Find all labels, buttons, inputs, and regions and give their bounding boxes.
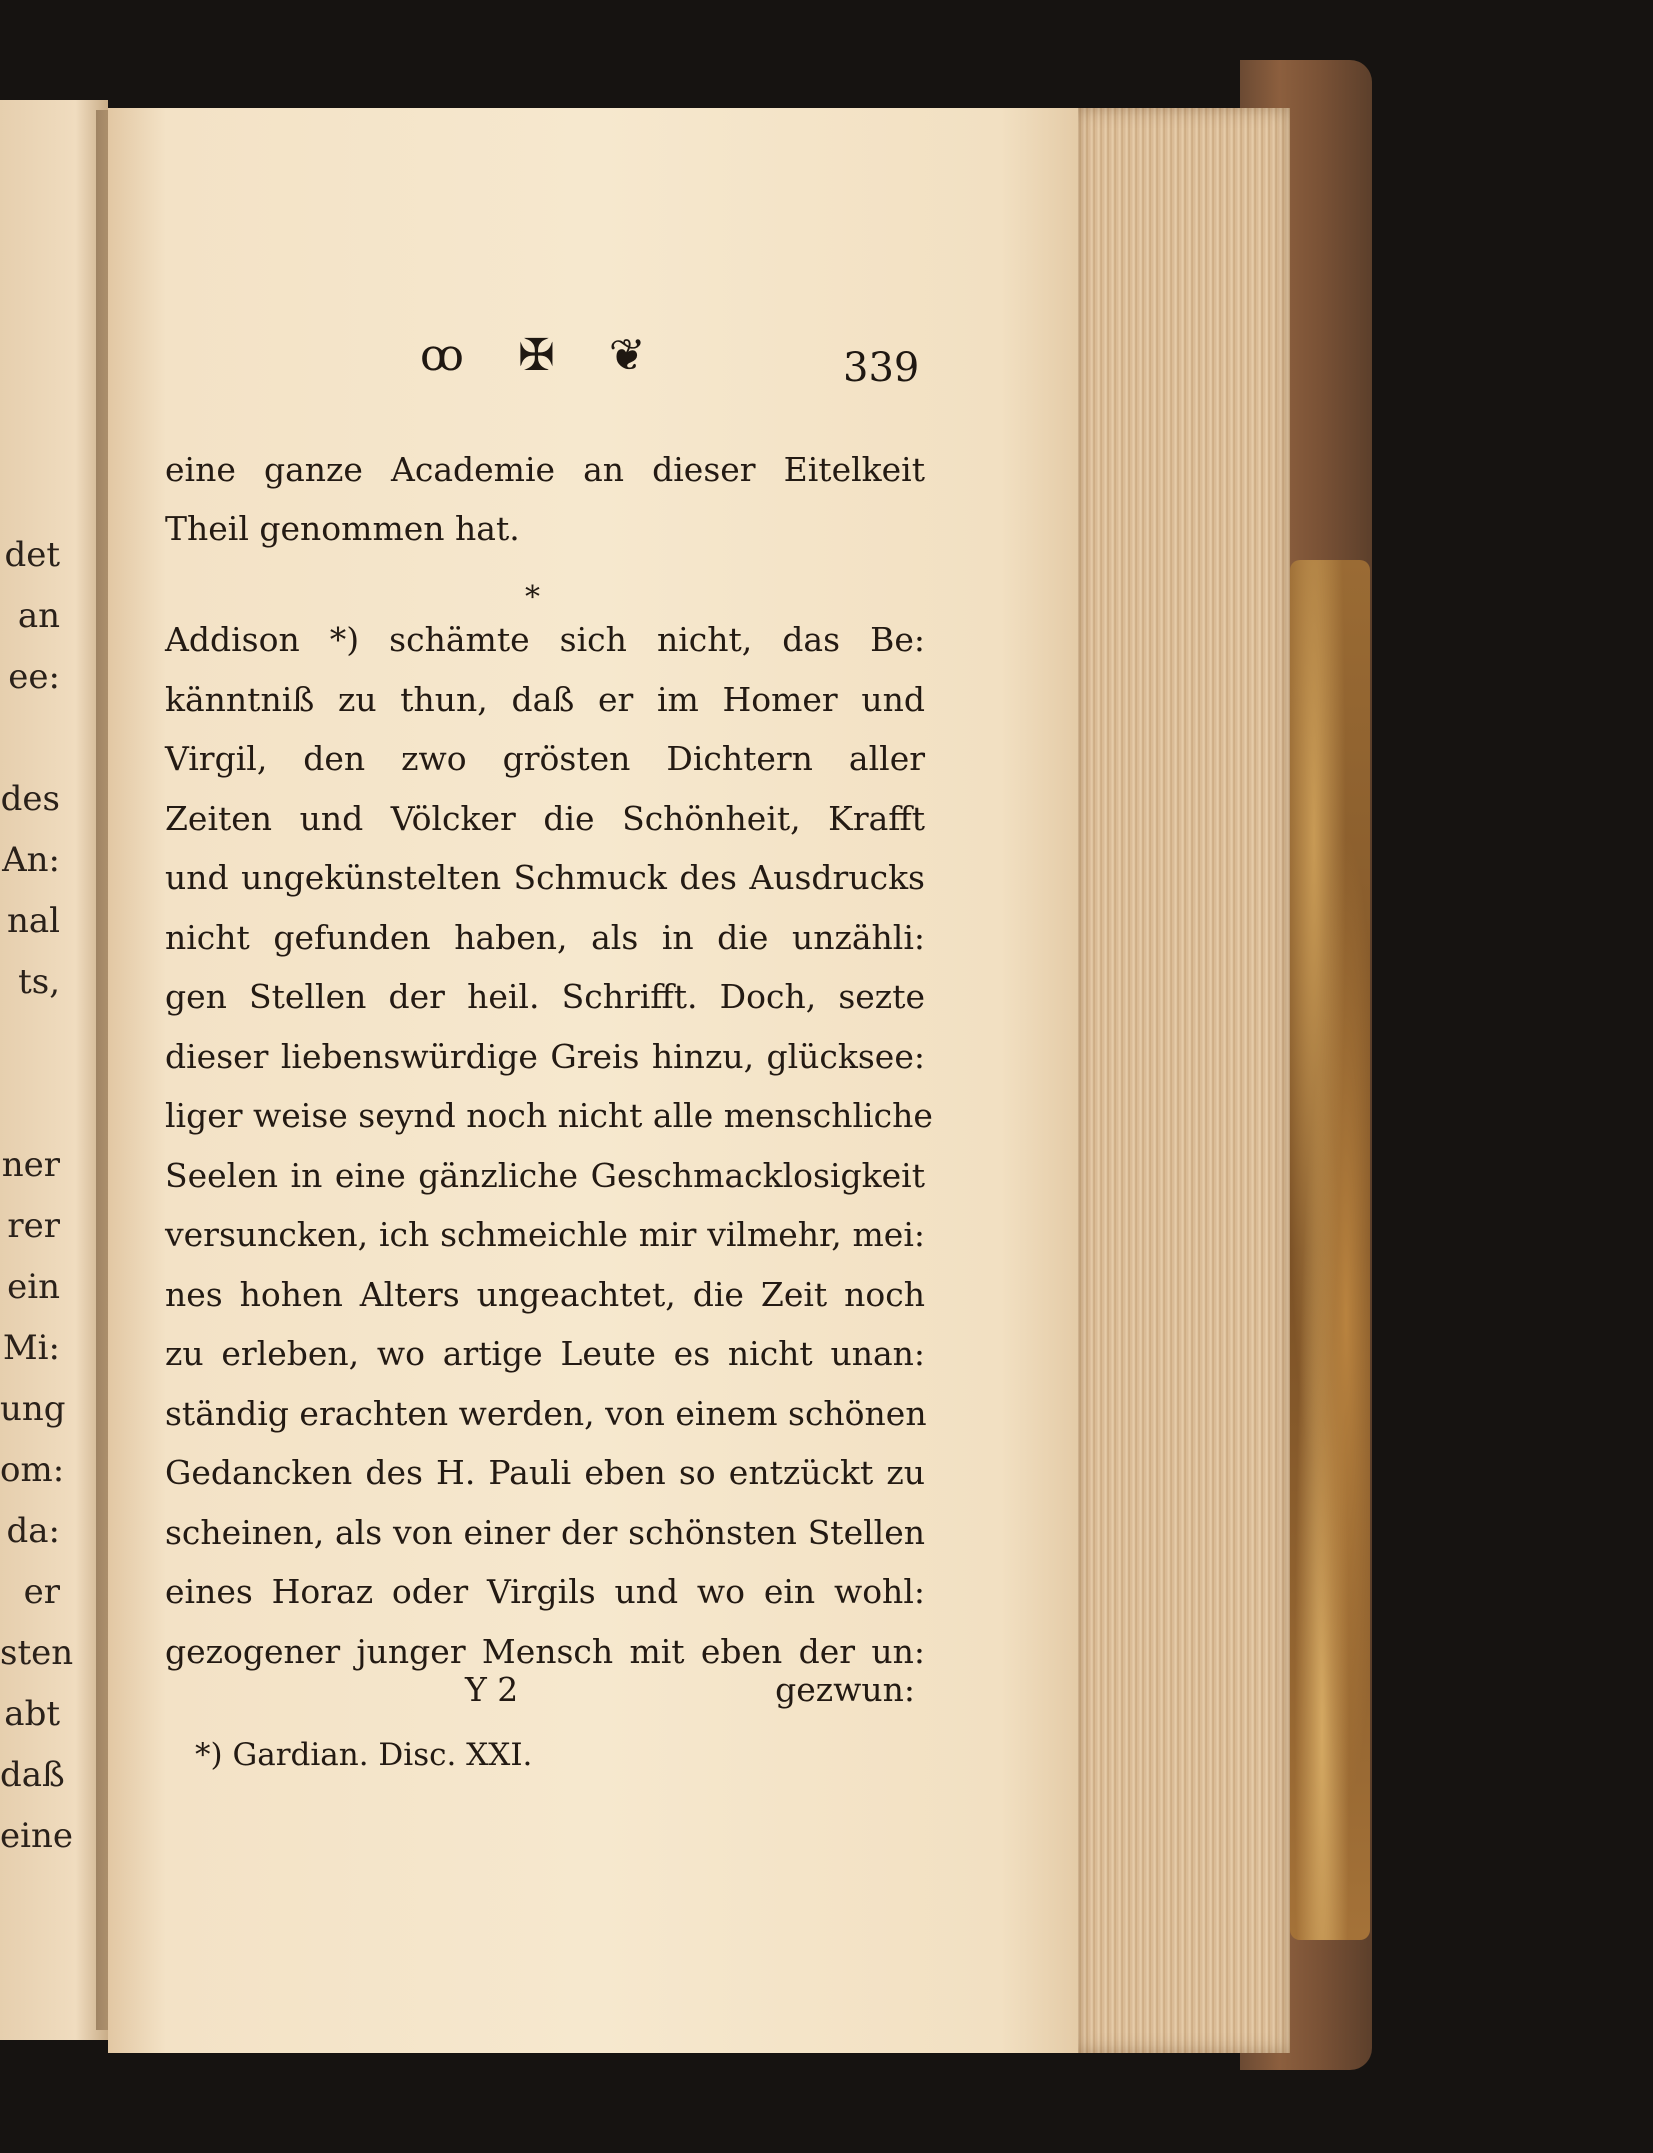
text-line: eine ganze Academie an dieser Eitelkeit bbox=[165, 450, 925, 489]
left-page-fragment bbox=[0, 708, 60, 769]
text-line: gezogener junger Mensch mit eben der un: bbox=[165, 1631, 925, 1671]
paragraph-1 bbox=[165, 440, 925, 558]
text-line: känntniß zu thun, daß er im Homer und bbox=[165, 679, 925, 719]
left-page-fragment bbox=[0, 1013, 60, 1074]
page-stack-edge bbox=[1075, 108, 1290, 2053]
left-page-fragment: eine bbox=[0, 1816, 74, 1856]
left-page-text-fragments bbox=[0, 525, 74, 1867]
left-page-fragment: ts, bbox=[18, 962, 60, 1002]
text-line: liger weise seynd noch nicht alle menschliche bbox=[165, 1096, 933, 1135]
text-line: scheinen, als von einer der schönsten Stellen bbox=[165, 1512, 925, 1552]
text-line: nicht gefunden haben, als in die unzähli: bbox=[165, 917, 925, 957]
text-line: Zeiten und Völcker die Schönheit, Krafft bbox=[165, 798, 925, 838]
text-line: Addison *) schämte sich nicht, das Be: bbox=[165, 620, 925, 659]
left-page-fragment: det bbox=[4, 535, 60, 575]
left-page-fragment: sten bbox=[0, 1633, 74, 1673]
text-line: zu erleben, wo artige Leute es nicht unan: bbox=[165, 1334, 925, 1373]
left-page-fragment: nal bbox=[6, 901, 60, 941]
left-page-fragment: er bbox=[23, 1572, 60, 1612]
left-page-fragment: an bbox=[17, 596, 60, 636]
left-page-fragment: Mi: bbox=[2, 1328, 60, 1368]
marbled-cover-edge bbox=[1290, 560, 1370, 1940]
text-line: gen Stellen der heil. Schrifft. Doch, sezte bbox=[165, 977, 925, 1016]
text-line: eines Horaz oder Virgils und wo ein wohl: bbox=[165, 1572, 925, 1611]
text-line: Seelen in eine gänzliche Geschmacklosigkeit bbox=[165, 1155, 925, 1195]
signature-mark: Y 2 bbox=[465, 1670, 519, 1709]
catchword: gezwun: bbox=[775, 1670, 915, 1709]
left-page-fragment: ein bbox=[7, 1267, 60, 1307]
left-page-fragment: abt bbox=[4, 1694, 60, 1734]
left-page-fragment: daß bbox=[0, 1755, 65, 1795]
text-line: nes hohen Alters ungeachtet, die Zeit noch bbox=[165, 1274, 925, 1314]
left-page-fragment: An: bbox=[2, 840, 60, 880]
left-page-fragment: da: bbox=[6, 1511, 60, 1551]
header-ornament: ꝏ ✠ ❦ bbox=[420, 330, 666, 381]
page-footer-line bbox=[165, 1670, 925, 1720]
left-page bbox=[0, 100, 108, 2040]
text-line: Gedancken des H. Pauli eben so entzückt zu bbox=[165, 1453, 925, 1492]
left-page-fragment bbox=[0, 1074, 60, 1135]
left-page-fragment: ner bbox=[1, 1145, 60, 1185]
paragraph-2 bbox=[165, 610, 933, 1681]
text-line: ständig erachten werden, von einem schönen bbox=[165, 1393, 927, 1433]
left-page-fragment: des bbox=[0, 779, 60, 819]
page-number: 339 bbox=[843, 345, 920, 391]
left-page-fragment: om: bbox=[0, 1450, 65, 1490]
text-line: versuncken, ich schmeichle mir vilmehr, mei: bbox=[165, 1215, 925, 1254]
left-page-fragment: ee: bbox=[8, 657, 60, 697]
left-page-fragment: rer bbox=[7, 1206, 60, 1246]
text-line: Virgil, den zwo grösten Dichtern aller bbox=[165, 739, 925, 778]
footnote: *) Gardian. Disc. XXI. bbox=[195, 1737, 533, 1773]
text-line: und ungekünstelten Schmuck des Ausdrucks bbox=[165, 858, 925, 897]
text-line: dieser liebenswürdige Greis hinzu, glücksee: bbox=[165, 1036, 925, 1076]
text-line: Theil genommen hat. bbox=[165, 509, 520, 548]
left-page-fragment: ung bbox=[0, 1389, 66, 1429]
section-separator: * bbox=[525, 580, 540, 615]
